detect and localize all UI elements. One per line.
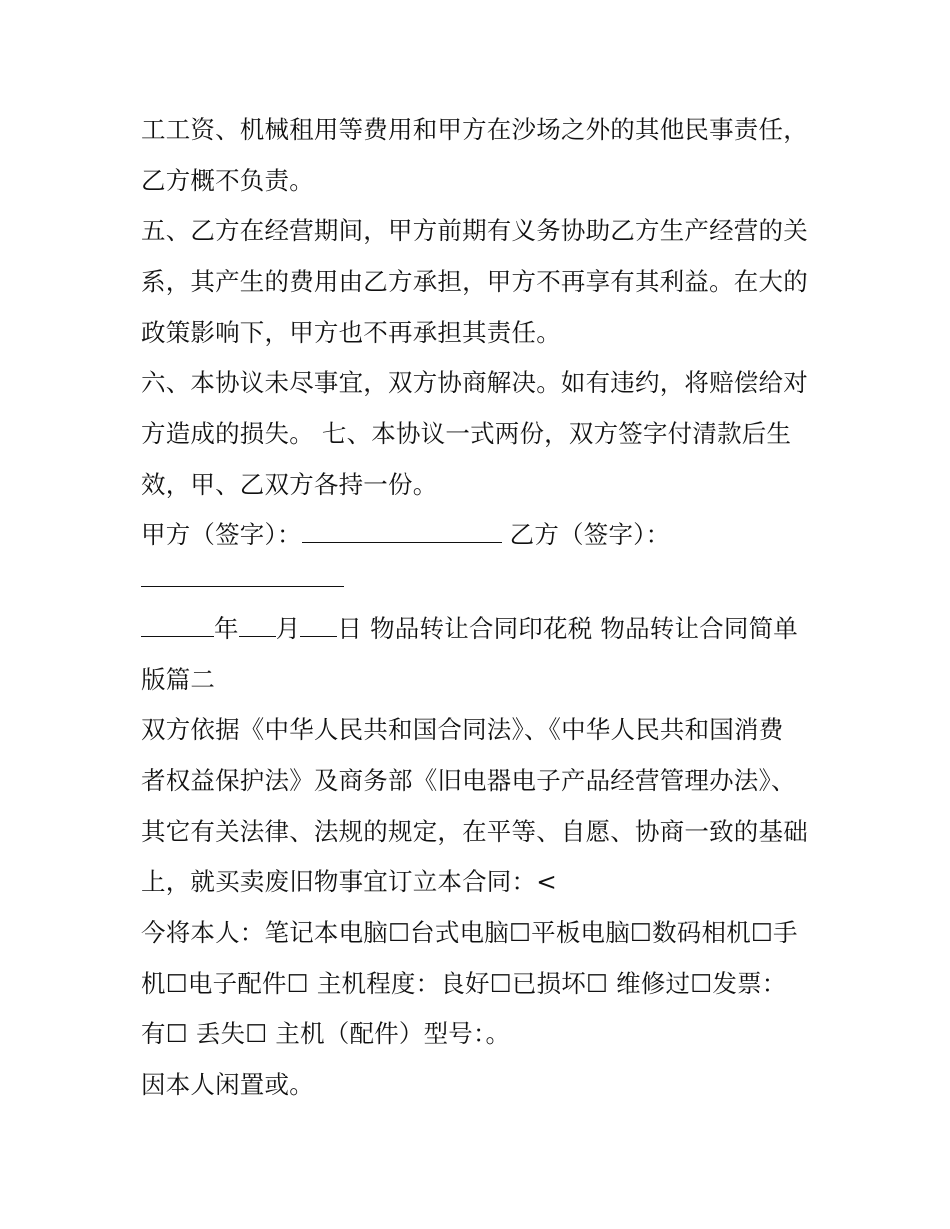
paragraph-line: 系，其产生的费用由乙方承担，甲方不再享有其利益。在大的: [141, 267, 808, 296]
year-label: 年: [214, 614, 239, 643]
paragraph-line: 乙方概不负责。: [141, 166, 314, 195]
paragraph-line: 上，就买卖废旧物事宜订立本合同：<: [141, 867, 557, 896]
party-b-signature-blank: [141, 564, 344, 587]
paragraph-line: 效，甲、乙双方各持一份。: [141, 470, 438, 499]
paragraph-line: 因本人闲置或。: [141, 1070, 314, 1099]
day-blank: [300, 614, 337, 637]
year-blank: [141, 614, 214, 637]
paragraph-line: 工工资、机械租用等费用和甲方在沙场之外的其他民事责任，: [141, 115, 808, 144]
paragraph-line: 版篇二: [141, 665, 216, 694]
paragraph-line: 其它有关法律、法规的规定，在平等、自愿、协商一致的基础: [141, 817, 808, 846]
paragraph-line: 今将本人：笔记本电脑☐台式电脑☐平板电脑☐数码相机☐手: [141, 918, 798, 947]
party-b-signature-label: 乙方（签字）：: [509, 520, 671, 549]
month-blank: [239, 614, 276, 637]
paragraph-line: 六、本协议未尽事宜，双方协商解决。如有违约，将赔偿给对: [141, 368, 808, 397]
paragraph-line: 五、乙方在经营期间，甲方前期有义务协助乙方生产经营的关: [141, 216, 808, 245]
date-line: [141, 612, 821, 646]
day-and-title-text: 日 物品转让合同印花税 物品转让合同简单: [337, 614, 798, 643]
paragraph-line: 方造成的损失。 七、本协议一式两份，双方签字付清款后生: [141, 419, 792, 448]
party-a-signature-blank: [302, 520, 502, 543]
paragraph-line: 者权益保护法》及商务部《旧电器电子产品经营管理办法》、: [141, 766, 796, 795]
party-a-signature-label: 甲方（签字）：: [141, 520, 302, 549]
month-label: 月: [275, 614, 301, 643]
paragraph-line: 机☐电子配件☐ 主机程度：良好☐已损坏☐ 维修过☐发票：: [141, 969, 787, 998]
signature-continuation-line: [141, 562, 821, 596]
paragraph-line: 双方依据《中华人民共和国合同法》、《中华人民共和国消费: [141, 715, 784, 744]
paragraph-line: 有☐ 丢失☐ 主机（配件）型号：。: [141, 1019, 511, 1048]
paragraph-line: 政策影响下，甲方也不再承担其责任。: [141, 318, 561, 347]
signature-line: [141, 518, 821, 552]
